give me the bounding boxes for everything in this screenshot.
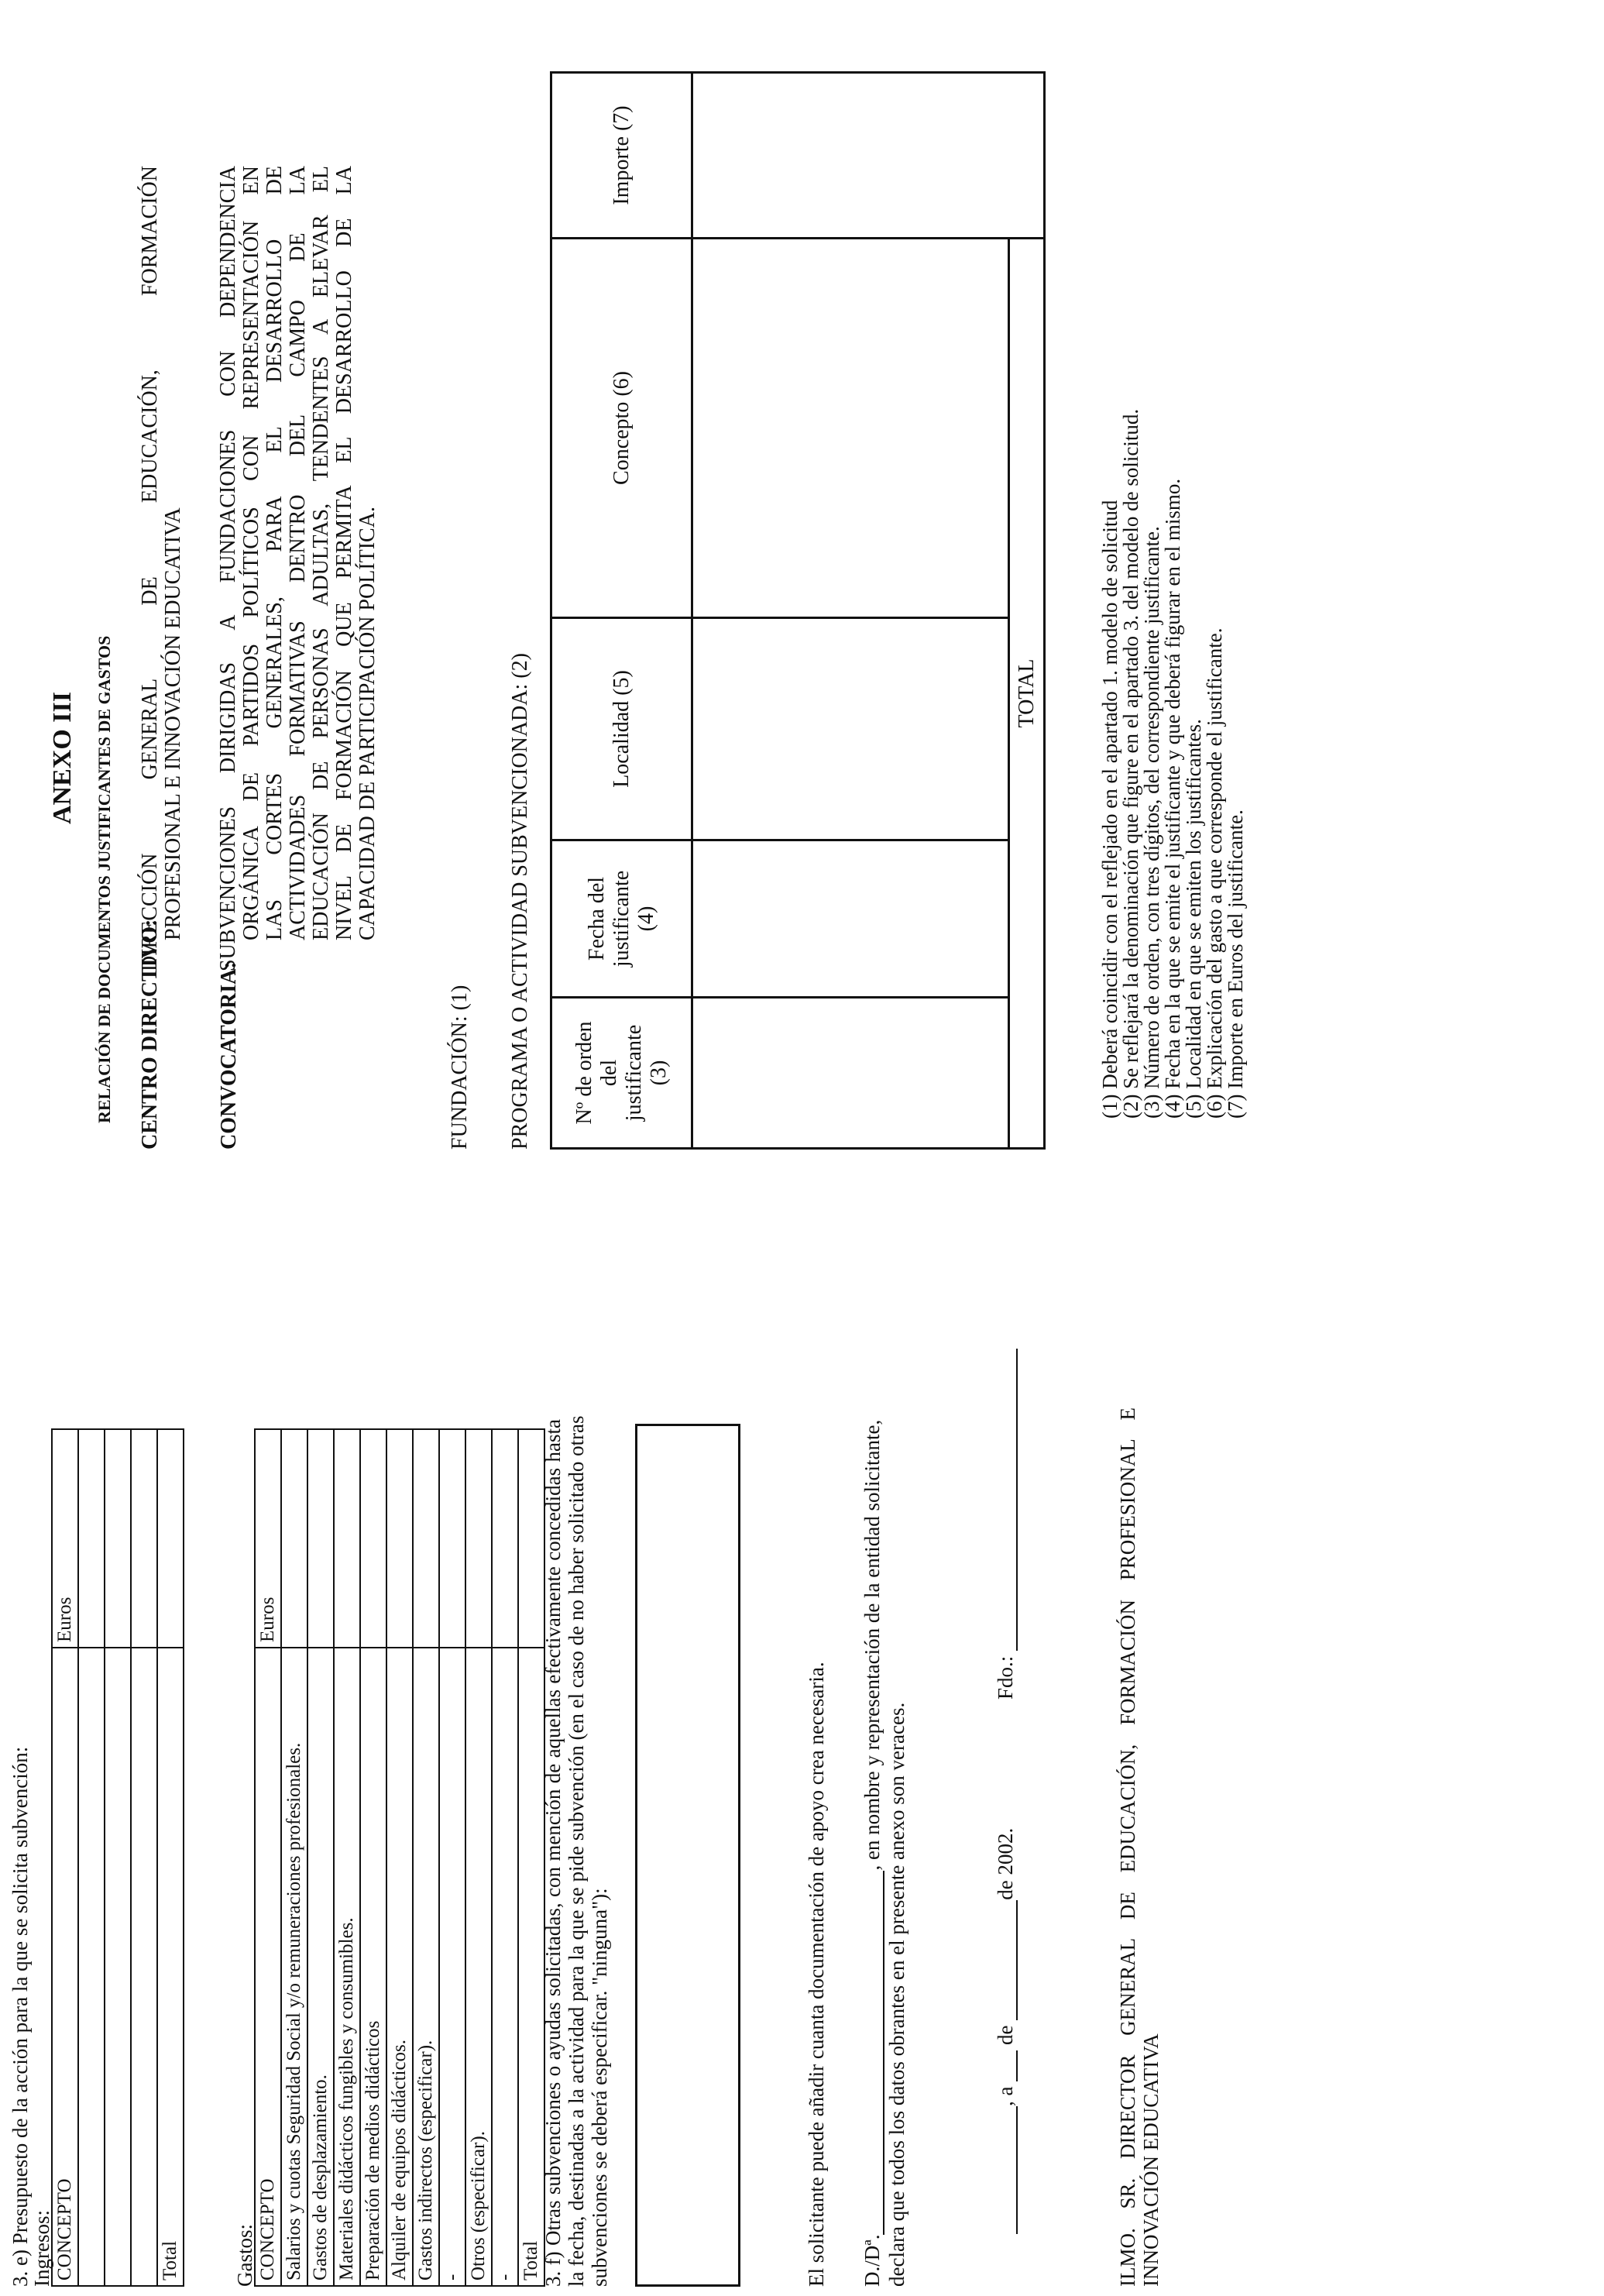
date-day-field[interactable] — [1016, 2050, 1018, 2081]
budget-section — [0, 1196, 1604, 2296]
col-orden-text: (3) — [646, 1060, 671, 1086]
date-month-field[interactable] — [1016, 1900, 1018, 2020]
col-concepto-header: Concepto (6) — [551, 239, 692, 618]
gastos-row-value[interactable] — [386, 1429, 413, 1648]
gastos-row-label: - — [439, 1648, 465, 2286]
convocatoria-label: CONVOCATORIA: — [217, 961, 241, 1150]
ilmo-line-1: ILMO. SR. DIRECTOR GENERAL DE EDUCACIÓN, FORMACIÓN PROFESIONAL E — [1116, 1408, 1139, 2287]
gastos-row-value[interactable] — [360, 1429, 386, 1648]
date-place-field[interactable] — [1016, 2106, 1018, 2234]
date-line — [993, 1828, 1018, 2234]
footnote: (2) Se reflejará la denominación que figure en el apartado 3. del modelo de solicitud. — [1119, 408, 1142, 1119]
justificantes-table — [550, 71, 1046, 1150]
presupuesto-heading: 3. e) Presupuesto de la acción para la que se solicita subvención: — [9, 1746, 32, 2287]
date-year: de 2002. — [994, 1827, 1017, 1900]
importe-cell[interactable] — [692, 73, 1045, 239]
gastos-col-concepto: CONCEPTO — [255, 1648, 281, 2286]
ingresos-total-value[interactable] — [157, 1429, 184, 1648]
footnotes — [1100, 409, 1246, 1119]
gastos-row-value[interactable] — [439, 1429, 465, 1648]
footnote: (4) Fecha en la que se emite el justificante y que deberá figurar en el mismo. — [1161, 478, 1184, 1119]
otras-line-3: subvenciones se deberá especificar. "ninguna"): — [588, 1888, 611, 2287]
otras-line-2: la fecha, destinadas a la actividad para la que se pide subvención (en el caso de no haber solicitado otras — [565, 1415, 588, 2287]
solicitante-text: El solicitante puede añadir cuanta documentación de apoyo crea necesaria. — [805, 1662, 828, 2287]
gastos-col-euros: Euros — [255, 1429, 281, 1648]
col-orden-text: del — [596, 1059, 621, 1087]
gastos-row-label: Gastos de desplazamiento. — [307, 1648, 334, 2286]
convocatoria-line: EDUCACIÓN DE PERSONAS ADULTAS, TENDENTES A ELEVAR EL — [309, 166, 333, 940]
annex-subtitle: RELACIÓN DE DOCUMENTOS JUSTIFICANTES DE GASTOS — [94, 635, 114, 1123]
convocatoria-line: NIVEL DE FORMACIÓN QUE PERMITA EL DESARROLLO DE LA — [332, 166, 356, 940]
col-fecha-header — [551, 840, 692, 998]
gastos-row-label: Materiales didácticos fungibles y consumibles. — [334, 1648, 360, 2286]
col-fecha-text: (4) — [634, 906, 658, 932]
dd-line — [860, 1420, 884, 2287]
fdo-line — [993, 1349, 1018, 1700]
ingresos-empty-cell[interactable] — [78, 1429, 105, 1648]
col-orden-text: Nº de orden — [572, 1021, 596, 1125]
col-importe-header: Importe (7) — [551, 73, 692, 239]
col-orden-text: justificante — [621, 1024, 646, 1122]
fecha-cell[interactable] — [692, 840, 1009, 998]
gastos-row-label: Gastos indirectos (especificar). — [413, 1648, 439, 2286]
gastos-row-value[interactable] — [465, 1429, 492, 1648]
ingresos-col-concepto: CONCEPTO — [52, 1648, 78, 2286]
date-de: de — [994, 2025, 1017, 2046]
ingresos-empty-cell[interactable] — [105, 1648, 131, 2286]
convocatoria-line: CAPACIDAD DE PARTICIPACIÓN POLÍTICA. — [355, 507, 380, 940]
ingresos-empty-cell[interactable] — [131, 1429, 157, 1648]
otras-line-1: 3. f) Otras subvenciones o ayudas solicitadas, con mención de aquellas efectivamente concedidas hasta — [541, 1419, 565, 2287]
annex-title: ANEXO III — [48, 692, 77, 824]
centro-line-1: DIRECCIÓN GENERAL DE EDUCACIÓN, FORMACIÓN — [138, 166, 162, 971]
convocatoria-line: LAS CORTES GENERALES, PARA EL DESARROLLO DE — [263, 166, 287, 940]
date-a: , a — [994, 2086, 1017, 2106]
gastos-row-value[interactable] — [281, 1429, 307, 1648]
concepto-cell[interactable] — [692, 239, 1009, 618]
gastos-row-label: Alquiler de equipos didácticos. — [386, 1648, 413, 2286]
fundacion-label: FUNDACIÓN: (1) — [448, 985, 472, 1150]
footnote: (6) Explicación del gasto a que corresponde el justificante. — [1203, 627, 1226, 1119]
convocatoria-line: SUBVENCIONES DIRIGIDAS A FUNDACIONES CON DEPENDENCIA — [216, 166, 240, 971]
orden-cell[interactable] — [692, 998, 1009, 1149]
fdo-signature-field[interactable] — [1016, 1349, 1018, 1651]
footnote: (7) Importe en Euros del justificante. — [1224, 809, 1247, 1119]
gastos-row-label: Preparación de medios didácticos — [360, 1648, 386, 2286]
ingresos-empty-cell[interactable] — [131, 1648, 157, 2286]
otras-subvenciones-box[interactable] — [635, 1424, 740, 2287]
gastos-row-value[interactable] — [334, 1429, 360, 1648]
gastos-row-label: Otros (especificar). — [465, 1648, 492, 2286]
ingresos-empty-cell[interactable] — [78, 1648, 105, 2286]
convocatoria-line: ACTIVIDADES FORMATIVAS DENTRO DEL CAMPO DE LA — [286, 166, 310, 940]
gastos-total-label: Total — [518, 1648, 544, 2286]
fdo-label: Fdo.: — [994, 1655, 1017, 1700]
dd-suffix: , en nombre y representación de la entidad solicitante, — [860, 1419, 884, 1871]
footnote: (3) Número de orden, con tres dígitos, del correspondiente justificante. — [1140, 526, 1163, 1119]
gastos-row-value[interactable] — [413, 1429, 439, 1648]
dd-prefix: D./Dª. — [860, 2234, 884, 2287]
footnote: (1) Deberá coincidir con el reflejado en el apartado 1. modelo de solicitud — [1098, 500, 1121, 1119]
convocatoria-line: ORGÁNICA DE PARTIDOS POLÍTICOS CON REPRESENTACIÓN EN — [239, 166, 263, 940]
col-localidad-header: Localidad (5) — [551, 618, 692, 840]
centro-label: CENTRO DIRECTIVO: — [138, 919, 162, 1150]
gastos-row-label: Salarios y cuotas Seguridad Social y/o remuneraciones profesionales. — [281, 1648, 307, 2286]
footnote: (5) Localidad en que se emiten los justificantes. — [1182, 719, 1205, 1119]
ingresos-total-label: Total — [157, 1648, 184, 2286]
col-orden-header — [551, 998, 692, 1149]
col-fecha-text: Fecha del — [584, 876, 609, 961]
ingresos-empty-cell[interactable] — [105, 1429, 131, 1648]
gastos-row-value[interactable] — [307, 1429, 334, 1648]
gastos-row-value[interactable] — [492, 1429, 518, 1648]
ingresos-col-euros: Euros — [52, 1429, 78, 1648]
programa-label: PROGRAMA O ACTIVIDAD SUBVENCIONADA: (2) — [508, 653, 532, 1150]
col-fecha-text: justificante — [609, 870, 634, 968]
gastos-label: Gastos: — [233, 2224, 256, 2287]
ingresos-label: Ingresos: — [30, 2210, 53, 2287]
ingresos-table — [51, 1428, 184, 2287]
centro-line-2: PROFESIONAL E INNOVACIÓN EDUCATIVA — [161, 507, 185, 940]
gastos-table — [254, 1428, 545, 2287]
declara-text: declara que todos los datos obrantes en el presente anexo son veraces. — [885, 1702, 908, 2287]
gastos-row-label: - — [492, 1648, 518, 2286]
localidad-cell[interactable] — [692, 618, 1009, 840]
ilmo-line-2: INNOVACIÓN EDUCATIVA — [1139, 2033, 1163, 2287]
total-cell: TOTAL — [1009, 239, 1045, 1149]
